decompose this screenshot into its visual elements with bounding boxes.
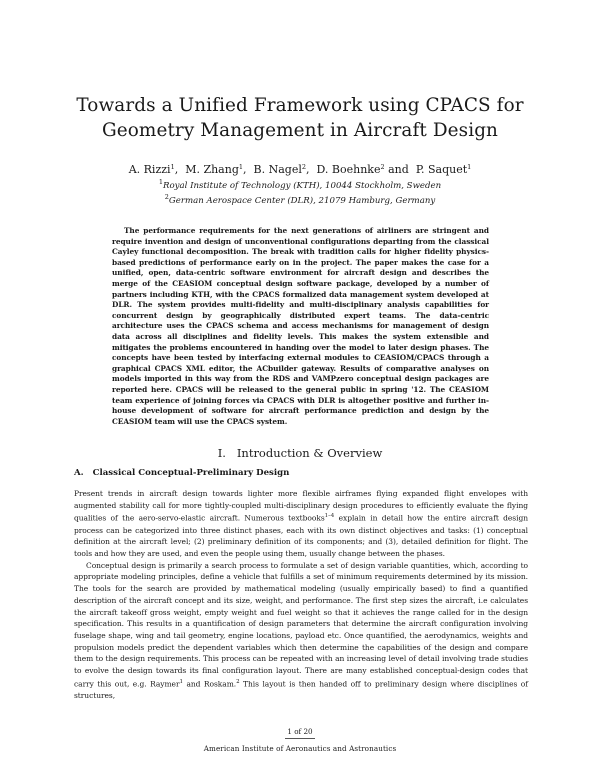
- abstract-text: The performance requirements for the next generations of airliners are stringent and require invention and design of unconventional configurations departing from the classical Cayley functional decomposition. The break with tradition calls for higher fidelity physics-based predictions of performance early on in the project. The paper makes the case for a unified, open, data-centric software environment for aircraft design and describes the merge of the CEASIOM conceptual design software package, developed by a number of partners including KTH, with the CPACS formalized data management system developed at DLR. The system provides multi-fidelity and multi-disciplinary analysis capabilities for concurrent design by geographically distributed expert teams. The data-centric architecture uses the CPACS schema and access mechanisms for management of design data across all disciplines and fidelity levels. This makes the system extensible and mitigates the problems encountered in handing over the model to later design phases. The concepts have been tested by interfacing external modules to CEASIOM/CPACS through a graphical CPACS XML editor, the ACbuilder gateway. Results of comparative analyses on models imported in this way from the RDS and VAMPzero conceptual design packages are reported here. CPACS will be released to the general public in spring '12. The CEASIOM team experience of joining forces via CPACS with DLR is altogether positive and further in-house development of software for aircraft performance prediction and design by the CEASIOM team will use the CPACS system.: [112, 226, 489, 426]
- paragraph-2: Conceptual design is primarily a search process to formulate a set of design variable quantities, which, according to appropriate modeling principles, define a vehicle that fulfills a set of minimum requirements determined by its mission. The tools for the search are provided by mathematical modeling (usually empirically based) to find a quantified description of the aircraft concept and its size, weight, and performance. The first step sizes the aircraft, i.e calculates the aircraft takeoff gross weight, empty weight and fuel weight so that it achieves the range called for in the design specification. This results in a quantification of design parameters that determine the aircraft configuration involving fuselage shape, wing and tail geometry, engine locations, payload etc. Once quantified, the aerodynamics, weights and propulsion models predict the dependent variables which then determine the capabilities of the design and compare them to the design requirements. This process can be repeated with an increasing level of detail involving trade studies to evolve the design towards its final configuration layout. There are many established conceptual-design codes that carry this out, e.g. Raymer$^1$ and Roskam.$^2$ This layout is then handed off to preliminary design where disciplines of structures,: [74, 560, 528, 700]
- section-heading: I. Introduction & Overview: [217, 446, 383, 460]
- author-list: [60, 163, 540, 177]
- footer-organization: American Institute of Aeronautics and Astronautics: [203, 744, 397, 753]
- author: B. Nagel$^2$,: [253, 163, 317, 176]
- paper-title: [60, 93, 540, 143]
- title-line-2: Geometry Management in Aircraft Design: [101, 120, 499, 141]
- affiliation-2: $^2$German Aerospace Center (DLR), 21079 Hamburg, Germany: [164, 193, 436, 206]
- author: P. Saquet$^1$: [415, 163, 472, 176]
- author: A. Rizzi$^1$,: [128, 163, 186, 176]
- title-line-1: Towards a Unified Framework using CPACS for: [76, 95, 524, 116]
- abstract: [112, 226, 489, 427]
- author: M. Zhang$^1$,: [185, 163, 254, 176]
- subsection-heading: A. Classical Conceptual-Preliminary Design: [74, 468, 290, 478]
- body-text: [74, 488, 528, 702]
- paragraph-1: Present trends in aircraft design towards lighter more flexible airframes flying expanded flight envelopes with augmented stability call for more tightly-coupled multi-disciplinary design procedures to efficiently evaluate the flying qualities of the aero-servo-elastic aircraft. Numerous textbooks$^{1-4}$ explain in detail how the entire aircraft design process can be categorized into three distinct phases, each with its own distinct objectives and tasks: (1) conceptual definition at the aircraft level; (2) preliminary definition of its components; and (3), detailed definition for flight. The tools and how they are used, and even the people using them, usually change between the phases.: [74, 489, 528, 559]
- affiliation-1: $^1$Royal Institute of Technology (KTH), 10044 Stockholm, Sweden: [158, 178, 442, 191]
- footer-divider: [285, 738, 315, 739]
- author: D. Boehnke$^2$ and: [316, 163, 416, 176]
- page-number: 1 of 20: [287, 727, 313, 736]
